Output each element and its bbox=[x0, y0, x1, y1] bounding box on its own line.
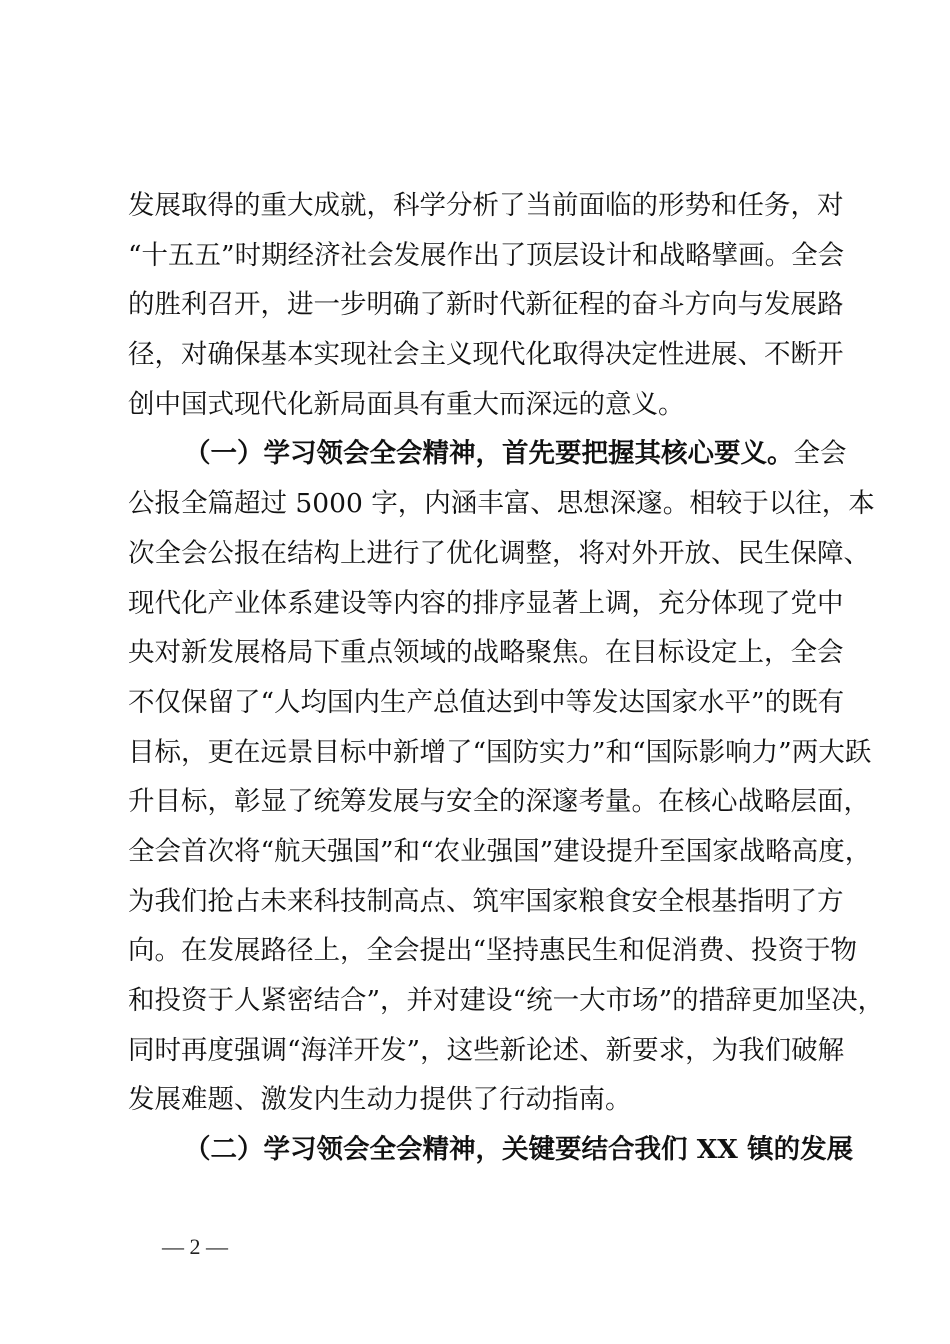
paragraph-line: “十五五”时期经济社会发展作出了顶层设计和战略擘画。全会 bbox=[128, 239, 845, 271]
paragraph-line-rest: 全会 bbox=[793, 438, 847, 470]
paragraph-line: 和投资于人紧密结合”，并对建设“统一大市场”的措辞更加坚决， bbox=[128, 985, 885, 1016]
paragraph-line: 的胜利召开，进一步明确了新时代新征程的奋斗方向与发展路 bbox=[128, 289, 844, 321]
paragraph-line: 径，对确保基本实现社会主义现代化取得决定性进展、不断开 bbox=[128, 339, 844, 371]
paragraph-line: 创中国式现代化新局面具有重大而深远的意义。 bbox=[128, 388, 685, 420]
paragraph-line: 为我们抢占未来科技制高点、筑牢国家粮食安全根基指明了方 bbox=[128, 885, 844, 917]
paragraph-line: 同时再度强调“海洋开发”，这些新论述、新要求，为我们破解 bbox=[128, 1034, 845, 1066]
paragraph-line: 发展难题、激发内生动力提供了行动指南。 bbox=[128, 1084, 632, 1116]
paragraph-3 bbox=[128, 1125, 854, 1175]
paragraph-2 bbox=[128, 429, 885, 1125]
paragraph-line: 次全会公报在结构上进行了优化调整，将对外开放、民生保障、 bbox=[128, 537, 870, 569]
paragraph-line: 目标，更在远景目标中新增了“国防实力”和“国际影响力”两大跃 bbox=[128, 736, 872, 768]
paragraph-line: 全会首次将“航天强国”和“农业强国”建设提升至国家战略高度， bbox=[128, 835, 872, 867]
paragraph-line: 现代化产业体系建设等内容的排序显著上调，充分体现了党中 bbox=[128, 587, 844, 619]
paragraph-line: 央对新发展格局下重点领域的战略聚焦。在目标设定上，全会 bbox=[128, 637, 844, 669]
section-heading-2: （二）学习领会全会精神，关键要结合我们 XX 镇的发展 bbox=[184, 1134, 854, 1166]
paragraph-line: 发展取得的重大成就，科学分析了当前面临的形势和任务，对 bbox=[128, 190, 844, 221]
section-heading-1: （一）学习领会全会精神，首先要把握其核心要义。 bbox=[184, 438, 794, 470]
paragraph-first-line bbox=[128, 429, 847, 479]
paragraph-line: 升目标，彰显了统筹发展与安全的深邃考量。在核心战略层面， bbox=[128, 786, 870, 818]
paragraph-line: 不仅保留了“人均国内生产总值达到中等发达国家水平”的既有 bbox=[128, 686, 845, 718]
paragraph-line: 公报全篇超过 5000 字，内涵丰富、思想深邃。相较于以往，本 bbox=[128, 488, 875, 520]
body-text bbox=[128, 181, 885, 1175]
paragraph-1 bbox=[128, 181, 845, 429]
paragraph-first-line bbox=[128, 1125, 854, 1175]
page-number: — 2 — bbox=[162, 1234, 228, 1259]
paragraph-line: 向。在发展路径上，全会提出“坚持惠民生和促消费、投资于物 bbox=[128, 935, 858, 967]
